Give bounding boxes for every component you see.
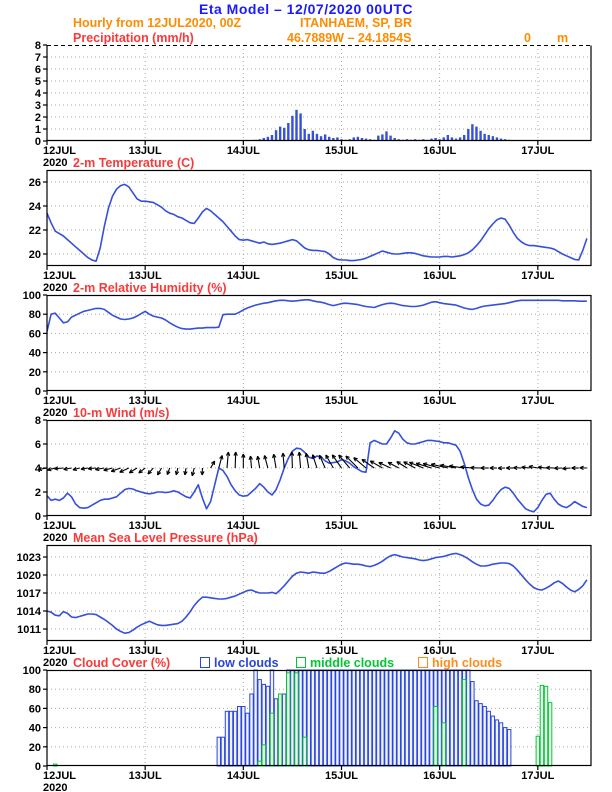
panel-title-temperature: 2-m Temperature (C) — [73, 156, 195, 170]
svg-text:17JUL: 17JUL — [521, 520, 555, 532]
svg-text:22: 22 — [28, 225, 41, 237]
svg-text:20: 20 — [28, 249, 41, 261]
svg-text:40: 40 — [28, 722, 41, 735]
svg-text:12JUL: 12JUL — [43, 520, 77, 532]
svg-text:16JUL: 16JUL — [423, 770, 457, 782]
svg-text:100: 100 — [22, 665, 41, 677]
svg-text:13JUL: 13JUL — [128, 520, 162, 532]
panel-header-pressure — [0, 532, 612, 545]
svg-text:16JUL: 16JUL — [423, 645, 457, 657]
svg-text:40: 40 — [28, 347, 41, 360]
panel-title-wind: 10-m Wind (m/s) — [73, 406, 170, 420]
svg-text:15JUL: 15JUL — [324, 395, 359, 407]
svg-text:80: 80 — [28, 684, 41, 697]
svg-text:4: 4 — [34, 88, 41, 100]
run-info: Hourly from 12JUL2020, 00Z — [73, 16, 242, 30]
svg-text:0: 0 — [34, 511, 41, 523]
svg-text:17JUL: 17JUL — [521, 270, 555, 282]
svg-text:16JUL: 16JUL — [423, 145, 457, 157]
legend-low-clouds-label: low clouds — [214, 656, 279, 670]
panel-title-cloud-cover: Cloud Cover (%) — [73, 656, 171, 670]
low-clouds-swatch — [200, 657, 210, 668]
svg-text:4: 4 — [34, 463, 41, 475]
svg-text:13JUL: 13JUL — [128, 770, 162, 782]
svg-text:1014: 1014 — [16, 606, 41, 618]
panel-title-pressure: Mean Sea Level Pressure (hPa) — [73, 531, 258, 545]
svg-text:13JUL: 13JUL — [128, 395, 162, 407]
panel-header-wind — [0, 407, 612, 420]
svg-text:15JUL: 15JUL — [324, 145, 359, 157]
svg-text:2020: 2020 — [43, 282, 68, 294]
legend-middle-clouds — [296, 657, 394, 670]
header-subtitle-row — [0, 16, 612, 30]
legend-middle-clouds-label: middle clouds — [310, 656, 395, 670]
panel-title-precipitation: Precipitation (mm/h) — [73, 31, 194, 45]
svg-text:0: 0 — [34, 386, 41, 398]
svg-text:2020: 2020 — [43, 657, 68, 669]
svg-text:14JUL: 14JUL — [226, 270, 260, 282]
svg-text:14JUL: 14JUL — [226, 770, 260, 782]
svg-text:15JUL: 15JUL — [324, 645, 359, 657]
humidity-chart — [0, 290, 612, 419]
legend-low-clouds — [200, 657, 279, 670]
svg-text:2: 2 — [34, 112, 41, 124]
svg-text:26: 26 — [28, 177, 41, 189]
svg-text:0: 0 — [34, 136, 41, 148]
svg-text:17JUL: 17JUL — [521, 770, 555, 782]
svg-text:16JUL: 16JUL — [423, 520, 457, 532]
svg-text:5: 5 — [34, 76, 41, 88]
svg-text:8: 8 — [34, 415, 41, 427]
svg-text:13JUL: 13JUL — [128, 645, 162, 657]
svg-text:20: 20 — [28, 741, 41, 754]
svg-text:13JUL: 13JUL — [128, 145, 162, 157]
svg-text:2020: 2020 — [43, 407, 68, 419]
svg-text:2020: 2020 — [43, 532, 68, 544]
high-clouds-swatch — [418, 657, 428, 668]
svg-text:17JUL: 17JUL — [521, 645, 555, 657]
svg-text:3: 3 — [34, 100, 41, 112]
svg-text:6: 6 — [34, 439, 41, 451]
svg-text:12JUL: 12JUL — [43, 395, 77, 407]
svg-text:0: 0 — [34, 761, 41, 773]
svg-text:7: 7 — [34, 52, 41, 64]
svg-text:14JUL: 14JUL — [226, 395, 260, 407]
svg-text:8: 8 — [34, 40, 41, 52]
svg-text:2: 2 — [34, 487, 41, 499]
svg-text:17JUL: 17JUL — [521, 395, 555, 407]
svg-text:100: 100 — [22, 290, 41, 302]
cloud-cover-chart — [0, 665, 612, 792]
svg-text:12JUL: 12JUL — [43, 270, 77, 282]
svg-text:12JUL: 12JUL — [43, 145, 77, 157]
svg-text:16JUL: 16JUL — [423, 270, 457, 282]
svg-text:14JUL: 14JUL — [226, 645, 260, 657]
svg-text:1011: 1011 — [17, 624, 41, 636]
svg-text:12JUL: 12JUL — [43, 770, 77, 782]
legend-high-clouds — [418, 657, 502, 670]
svg-text:15JUL: 15JUL — [324, 270, 359, 282]
svg-text:1020: 1020 — [16, 570, 41, 582]
svg-text:60: 60 — [28, 328, 41, 341]
svg-text:2020: 2020 — [43, 157, 68, 169]
coords-label: 46.7889W – 24.1854S — [287, 31, 412, 45]
svg-text:15JUL: 15JUL — [324, 770, 359, 782]
svg-text:80: 80 — [28, 309, 41, 322]
header-location-row — [0, 31, 612, 45]
svg-text:2020: 2020 — [43, 782, 68, 792]
svg-text:6: 6 — [34, 64, 41, 76]
svg-text:14JUL: 14JUL — [226, 145, 260, 157]
svg-text:1023: 1023 — [16, 552, 41, 564]
svg-text:60: 60 — [28, 703, 41, 716]
panel-header-humidity — [0, 282, 612, 295]
svg-text:1: 1 — [34, 124, 41, 136]
precipitation-chart — [0, 40, 612, 169]
svg-text:12JUL: 12JUL — [43, 645, 77, 657]
svg-text:1017: 1017 — [16, 588, 41, 600]
svg-text:16JUL: 16JUL — [423, 395, 457, 407]
svg-text:20: 20 — [28, 366, 41, 379]
panel-header-cloud-cover — [0, 657, 612, 670]
elevation-unit: m — [557, 31, 569, 45]
station-name: ITANHAEM, SP, BR — [300, 16, 413, 30]
temperature-chart — [0, 170, 612, 294]
panel-header-temperature — [0, 157, 612, 170]
pressure-chart — [0, 545, 612, 669]
middle-clouds-swatch — [296, 657, 306, 668]
elevation-value: 0 — [524, 31, 531, 45]
panel-title-humidity: 2-m Relative Humidity (%) — [73, 281, 227, 295]
svg-text:24: 24 — [28, 201, 41, 213]
page-title: Eta Model – 12/07/2020 00UTC — [199, 1, 413, 17]
wind-chart — [0, 415, 612, 544]
svg-text:15JUL: 15JUL — [324, 520, 359, 532]
svg-text:14JUL: 14JUL — [226, 520, 260, 532]
legend-high-clouds-label: high clouds — [432, 656, 503, 670]
svg-text:17JUL: 17JUL — [521, 145, 555, 157]
svg-text:13JUL: 13JUL — [128, 270, 162, 282]
